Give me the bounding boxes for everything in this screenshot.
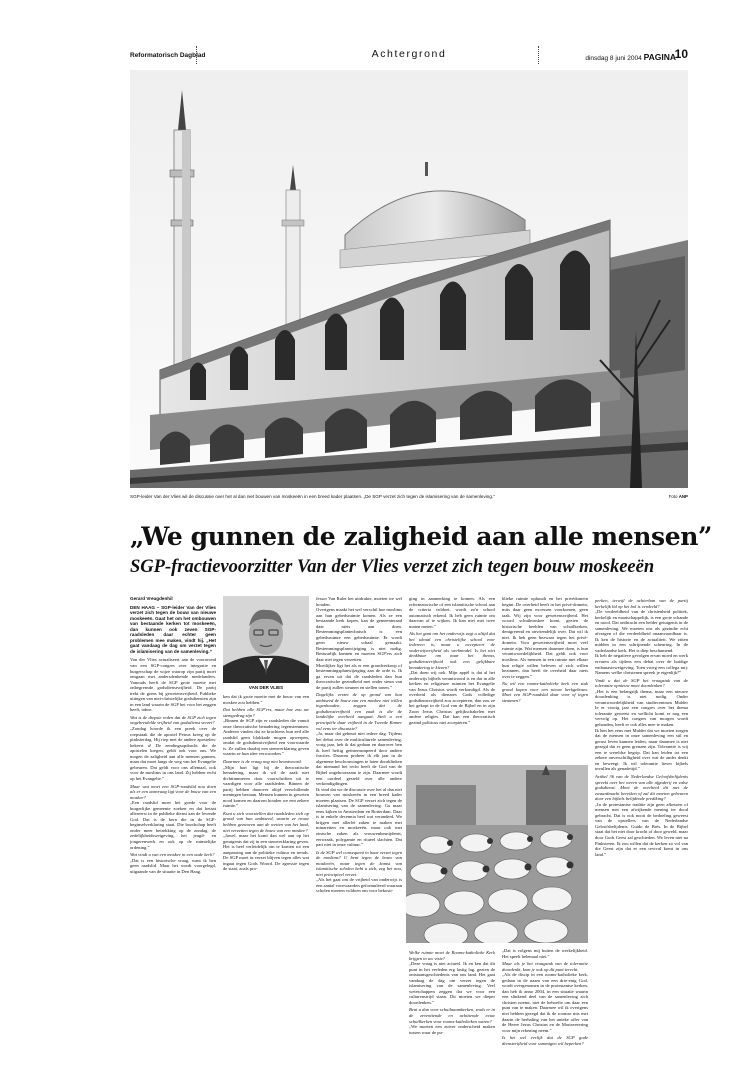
column-5-text-bottom	[502, 948, 588, 1046]
question: Is het wel eerlijk dat de SGP gode dienstvrijheid voor sommigen wil beperken?	[502, 1035, 588, 1046]
paragraph: „Dat is volgens mij buiten de werkelijkheid. Het speelt helemaal niet.”	[502, 948, 588, 959]
paragraph: „Binnen de SGP zijn er raadsleden die vanuit onze theocratische benadering tegenstemmen. Anderen vinden dat ze krachtens hun eed alle raadslid geen blokkade mogen opwerpen, omdat de godsdienstvrijheid een voorwaarde is. Ze zullen daarbij een stemverklaring geven waarin ze hun idee verwoorden.”	[223, 718, 309, 757]
prayer-photo	[406, 765, 588, 943]
article-column-6	[595, 596, 688, 1051]
question: perken, terwijl de achterban van de partij kerkelijk lid op het bol is verdeeld?	[595, 598, 688, 609]
paragraph: „Ja, maar dat gebeurt niet iedere dag. Tijdens het debat over de multiculturele samenleving, vorig jaar, heb ik dat gedaan en daarover ben ik heel heftig geïnterrumpeerd door andere fracties. Daarom probeer ik elk jaar in de algemene beschouwingen te laten doorklinken dat niemand het recht heeft de God van de Bijbel ongehoorzaam te zijn. Daarmee wordt een oordeel gesteld over alle andere verkondigdingen.	[316, 731, 402, 787]
question: Als het gaat om het onderwijs zegt u altijd dat het ideaal een christelijke school voor iedereen is, maar u accepteert de onderwijsvrijheid als werkmodel. Is het niet denkbaar om naar het thema, godsdienstvrijheid ook een gelijkbare benadering te kiezen?	[409, 631, 495, 670]
question: Vindt u dat de SGP het vraagstuk van de tolerantie opnieuw moet doordenken?	[595, 677, 688, 689]
photo-caption	[130, 492, 688, 502]
paragraph: „Jawel, maar het komt dan wel aan op het getuigenis dat zij in een stemverklaring geven. Het is heel verleidelijk om te komen tot een aanpassing aan de politieke cultuur en trends. De SGP moet in verzet blijven tegen alles wat ingaat tegen Gods Woord. De agressie tegen de staat, zoals pro-	[223, 833, 309, 872]
question: Artikel 36 van de Nederlandse Geloofsbelijdenis spreekt over het weren van alle afgoderij en valse godsdienst. Moet de overheid dit met de zwaardmacht bereiken of zal dit moeten gebeuren door een bijbels belijdende prediking?	[595, 773, 688, 802]
paragraph: Ik heb de negatieve gevolgen ervan moed en werk ervaren als tijdens een debat over de huidige euthanasiewetgeving. Toen vroeg een collega mij: Namens welke christenen spreek je eigenlijk?”	[595, 653, 688, 676]
question: Bent u dan voor schuilnaamkerken, zoals er in de zeventiende en achttiende eeuw schuilkerken voor rooms-katholieken waren?	[409, 1007, 495, 1024]
article-intro: DEN HAAG – SGP-leider Van der Vlies verzet zich tegen de bouw van nieuwe moskeeën. Gaat het om het ombouwen van bestaande kerken tot moskeeën, dan kunnen ook zeven SGP-raadsleden daar echter geen problemen mee maken, vindt hij. „Het gaat vandaag de dag om verzet tegen de islamisering van de samenleving.”	[130, 604, 216, 654]
article-column-1	[130, 596, 216, 1051]
paragraph: „In de protestantse traditie zijn geen afkeuren of mensen met een afwijkende mening ter dood gebracht. Dat is ook nooit de bedoeling geweest van de opstellers van de Nederlandse Geloofsbelijdenis. Guido de Brès. In de Bijbel staat dat het niet door kracht of door geweld, maar door Gods Geest zal geschieden. We leven niet na Pinksteren. Ik zou willen dat de kerken zo vol van die Geest zijn dat er een revival komt in ons land.”	[595, 801, 688, 857]
paragraph: Ik ben het eens met Mulder dat we moeten zorgen dat de mensen in onze samenleving een stil en gerust leven kunnen leiden, maar daarmee is niet gezegd dat er geen grenzen zijn. Tolerantie is wij een te wereldse begrip. Dat kan leiden tot een zekere onverschilligheid over wat de ander denkt en beweegt. Ik wil tolerantie liever bijbels invullen als genadetijd.”	[595, 727, 688, 772]
question: Nu wil een rooms-katholieke kerk een stuk grond kopen voor een nieuw kerkgebouw. Moet een SGP-raadslid daar voor of tegen stemmen?	[502, 681, 588, 703]
mosque-photo	[130, 70, 688, 488]
paragraph: blieke ruimte ophoudt en het privédomein begint. De overheid heeft in het privé-domein, mits daar geen excessen voorkomen, geen taak. Wij zijn voor gewetensvrijheid. Het woord schuilmoskee komt, gezien de historische beelden van schuilkerken, denigrerend en onvriendelijk over. Dat wil ik niet. Ik heb geen bezwaar tegen het privé-domein. Voor gewetensvrijheid moet veel ruimte zijn. Wat mensen daarmee doen, is hun verantwoordelijkheid. Dat geldt ook voor moslims. Als mensen in een ruimte met elkaar hun religie willen beleven of zich willen bezinnen, dan heeft de overheid daar niets over te zeggen.”	[502, 596, 588, 679]
paragraph: „Dat is een historische vraag, want ik ben geen raadslid. Maar het wordt voorgelegd, uitgaande van de situatie in Den Haag.	[130, 857, 216, 874]
portrait-label: VAN DER VLIES	[248, 685, 284, 690]
paragraph: Moeilijker ligt het als er een grondverkoop of bestemmingsplanwijziging aan de orde is. Ik ga ervan uit dat de raadsleden dan hun theocratische gezindheid met onder steun van de partij zullen steunen en stellen tonen.”	[316, 662, 402, 690]
article-headline: „We gunnen de zaligheid aan alle mensen”	[130, 522, 712, 551]
paragraph: „Als de discip in een rooms-katholieke kerk, gedaan in de naam van een drie-enig God, wordt overgenomen in de protestantse kerken, dan heb ik anno 2004, in een situatie waarin een slinkend deel van de samenleving zich christen noemt, niet de behoefte om daar een punt van te maken. Daarmee wil ik overigens niet hebben gezegd dat ik de roomse mis met daarin de herhaling van het unieke offer van de Heere Jezus Christus en de Mariaverering voor mijn rekening neem.”	[502, 972, 588, 1033]
paragraph: ken dat ik grote moeite met de bouw van een moskee zou hebben.”	[223, 694, 309, 705]
paragraph: „We moeten een zuiver onderscheid maken tussen waar de pu-	[409, 1024, 495, 1035]
mosque-illustration	[130, 70, 688, 488]
question: Daarmee is de vraag nog niet beantwoord.	[223, 759, 302, 765]
question: Kunt u zich voorstellen dat raadsleden zich op grond van hun ambtseed, waarin ze trouw hebben gezworen aan de wetten van het land, niet verzetten tegen de bouw van een moskee?	[223, 810, 309, 833]
paragraph: „Als het gaat om de vrijheid van onderwijs is een aantal voorwaarden geformuleerd waaraan scholen moeten voldoen om voor bekosti-	[316, 877, 402, 894]
paragraph: fessor Van Ruler het uitdrukte, moeten we wel houden.	[316, 596, 402, 607]
article-column-2	[223, 596, 309, 1051]
paragraph: „Een raadslid moet het goede voor de burgerlijke gemeente zoeken en dat betaat allereerst in de publieke dienst aan de levende God. Dat is de kern die in de SGP-beginselverklaring staat. Die boodschap heeft onder meer betrekking op de zondag, de zedelijkheidswetgeving, het jeugd- en jongerenwerk en ook op de ruimtelijke ordening.”	[130, 800, 216, 850]
paragraph: Overigens maakt het wel verschil hoe moslims aan hun gebedsruimte komen. Als ze een bestaande kerk kopen, kan de gemeenteraad daar niets aan doen. Bestemmingsplantechnisch is een gebedsruimte een gebedsruimte. Er wordt geen nieuw schaal gemaakt. Bestemmingsplanwijziging is niet nodig. Bestuurlijk kunnen en moeten SGP'ers zich daar niet tegen verzetten.	[316, 607, 402, 663]
caption-text: SGP-leider Van der Vlies wil de discussie over het al dan niet bouwen van moskeeën in een breed kader plaatsen. „De SGP verzet zich tegen de islamisering van de samenleving.”	[130, 494, 495, 499]
question: Maar als je het vraagstuk van de tolerantie doordenkt, kom je ook op dit punt terecht.	[502, 961, 588, 972]
paragraph: „Deze vraag is niet actueel. Ik en ken dat dit punt in het verleden erg lastig lag, gezien de ontstaansgeschiedenis van ons land. Het gaat vandaag de dag om verzet tegen de islamisering van de samenleving. Veel weteschappen zeggen dat we voor een culturenstrijd staan. Dit moeten we dieper doordenken.”	[409, 961, 495, 1005]
question: Welke ruimte moet de Rooms-katholieke Kerk krijgen in uw visie?	[409, 950, 495, 961]
paragraph: „Zondag hoorde ik een preek over de roepstaak die de apostel Petrus kreeg op de pinksterdag. Hij riep met de andere apostelen: bekeert u! De zendingsopdracht die de apostelen kregen, geldt ook voor ons. We mogen de zaligheid aan alle mensen gunnen, maar dat moet langs de weg van het Evangelie gebeuren. Dat geldt voor ons allemaal, ook voor de moslims in ons land. Zij hebben recht op het Evangelie.”	[130, 726, 216, 781]
masthead-divider	[538, 46, 539, 64]
page-number: 10	[674, 47, 688, 61]
masthead	[130, 46, 688, 66]
page-date: dinsdag 8 juni 2004 PAGINA	[585, 52, 676, 62]
paragraph: „Dat doen wij ook. Mijn appèl is dat al het onderwijs bijbels verantwoord is en dat in alle kerken en religieuze ruimten het Evangelie van Jezus Christus wordt verkondigd. Als de overheid als dienares Gods volledige godsdienstvrijheid zou accepteren, dan zou ze het gekopt in de God van de Bijbel en in zijn Zoon Jezus Christus gelijkschakelen met andere religies. Dat kan een theocratisch gezind politicus niet accepteren.”	[409, 670, 495, 726]
prayer-illustration	[406, 765, 588, 943]
article-column-3	[316, 596, 402, 1051]
column-4-text-bottom	[409, 948, 495, 1035]
paragraph: „De verdeeldheid van de christenheid politiek, kerkelijk en maatschappelijk, is een grote schande en nood. Dat ontbracht een helder getuigenis in de samenleving. We moeten ons als gezindte echt afvragen of die verdeeldheid onaanvaardbaar is. Ik ken de historie en de actualiteit. We zitten midden in een schrijnende scheuring. In de vaderlandse kerk. Het is diep beschamend.	[595, 609, 688, 653]
paragraph: ging in aanmerking te komen. Als een reformatorische of een islamitische school aan de criteria voldoet, wordt zo'n school automatisch erkend. Ik heb geen ruimte om daarvan af te wijken. Ik kan niet met twee maten meten.”	[409, 596, 495, 629]
column-5-text-top	[502, 596, 588, 764]
byline: Gerard Vreugdenhil	[130, 596, 173, 601]
paragraph: „Het is een belangrijk thema, maar een nieuwe doordenking is niet nodig. Onder verantwoordelijkheid van studiecentrum Mulder Ie er voorig jaar een congres over het thema tolerantie geweest en wellicht komt er nog een vervolg op. Het congres van morgen wordt gehouden, heeft er ook alles mee te maken.	[595, 688, 688, 728]
question: Dat hebben alle SGP'ers, maar hoe zou uw stemgedrag zijn?	[223, 707, 309, 718]
column-2-text	[223, 694, 309, 872]
question: Is de SGP wel consequent in haar verzet tegen de moslims? U bent tegen de bouw van moskeeën, maar tegen de komst van islamitische scholen hebt u zich, zeg het nou, niet principieel verzet.	[316, 849, 402, 877]
paragraph: „Mijn hart ligt bij de theocratische benadering, maar ik wil de zaak niet dichttimmeren door voorschriften uit te vaardigen voor alle raadsleden. Binnen de partij hebben daarover altijd verschillende meningen bestaan. Mensen kunnen in geweten nood komen en daarom houden we een zekere ruimte.”	[223, 764, 309, 809]
paragraph: Van der Vlies actualiseert aan de vooravond van een SGP-congres over integratie en burgerschap de wijze waarop zijn partij moet omgaan met andersdenkende medelanders. Vanouds heeft de SGP grote moeite met onbegrensde godsdienstvrijheid. De partij trekt de grens bij gewetensvrijheid. Publieke uitingen van niet-christelijke godsdiensten zijn in een land waarin de SGP het voor het zeggen heeft, taboe.	[130, 657, 216, 713]
question: Dagelijks verzet de op grond van hun ambtseed de bouw van een moskee niet willen tegenhouden, zeggen dat de godsdienstvrijheid een zaak is die de landelijke overheid aangaat. Stelt u een principiële daar vrijheid in de Tweede Kamer vol eens ter discussie?	[316, 692, 402, 731]
question: Wat vindt u van een moskee in een oude kerk?	[130, 852, 215, 858]
article-subheadline: SGP-fractievoorzitter Van der Vlies verzet zich tegen bouw moskeeën	[130, 557, 655, 577]
paragraph: Ik vind dat we de discussie over het al dan niet bouwen van moskeeën in een breed kader moeten plaatsen. De SGP verzet zich tegen de islamisering van de samenleving. Ga maar eens kijken in Amsterdam en Rotterdam. Daar is in enkele decennia heel wat veranderd. We krijgen met allerlei zaken te maken met minaretten en moskeeën, maar ook met etnische zaken als vrouwenbesnijdenis, eerwraak, polygamie en ritueel slachten. Dat part niet in onze cultuur.”	[316, 786, 402, 848]
paper-name: Reformatorisch Dagblad	[130, 52, 206, 59]
section-title: Achtergrond	[371, 48, 447, 60]
question: Maar wat moet een SGP-raadslid nou doen als er een aanvraag ligt voor de bouw van een moskee?	[130, 783, 216, 800]
column-4-text-top	[409, 596, 495, 764]
question: Wat is de diepste reden dat de SGP zich tegen ongebreidelde vrijheid van godsdienst verzet?	[130, 714, 216, 726]
photo-credit: Foto ANP	[668, 494, 688, 499]
